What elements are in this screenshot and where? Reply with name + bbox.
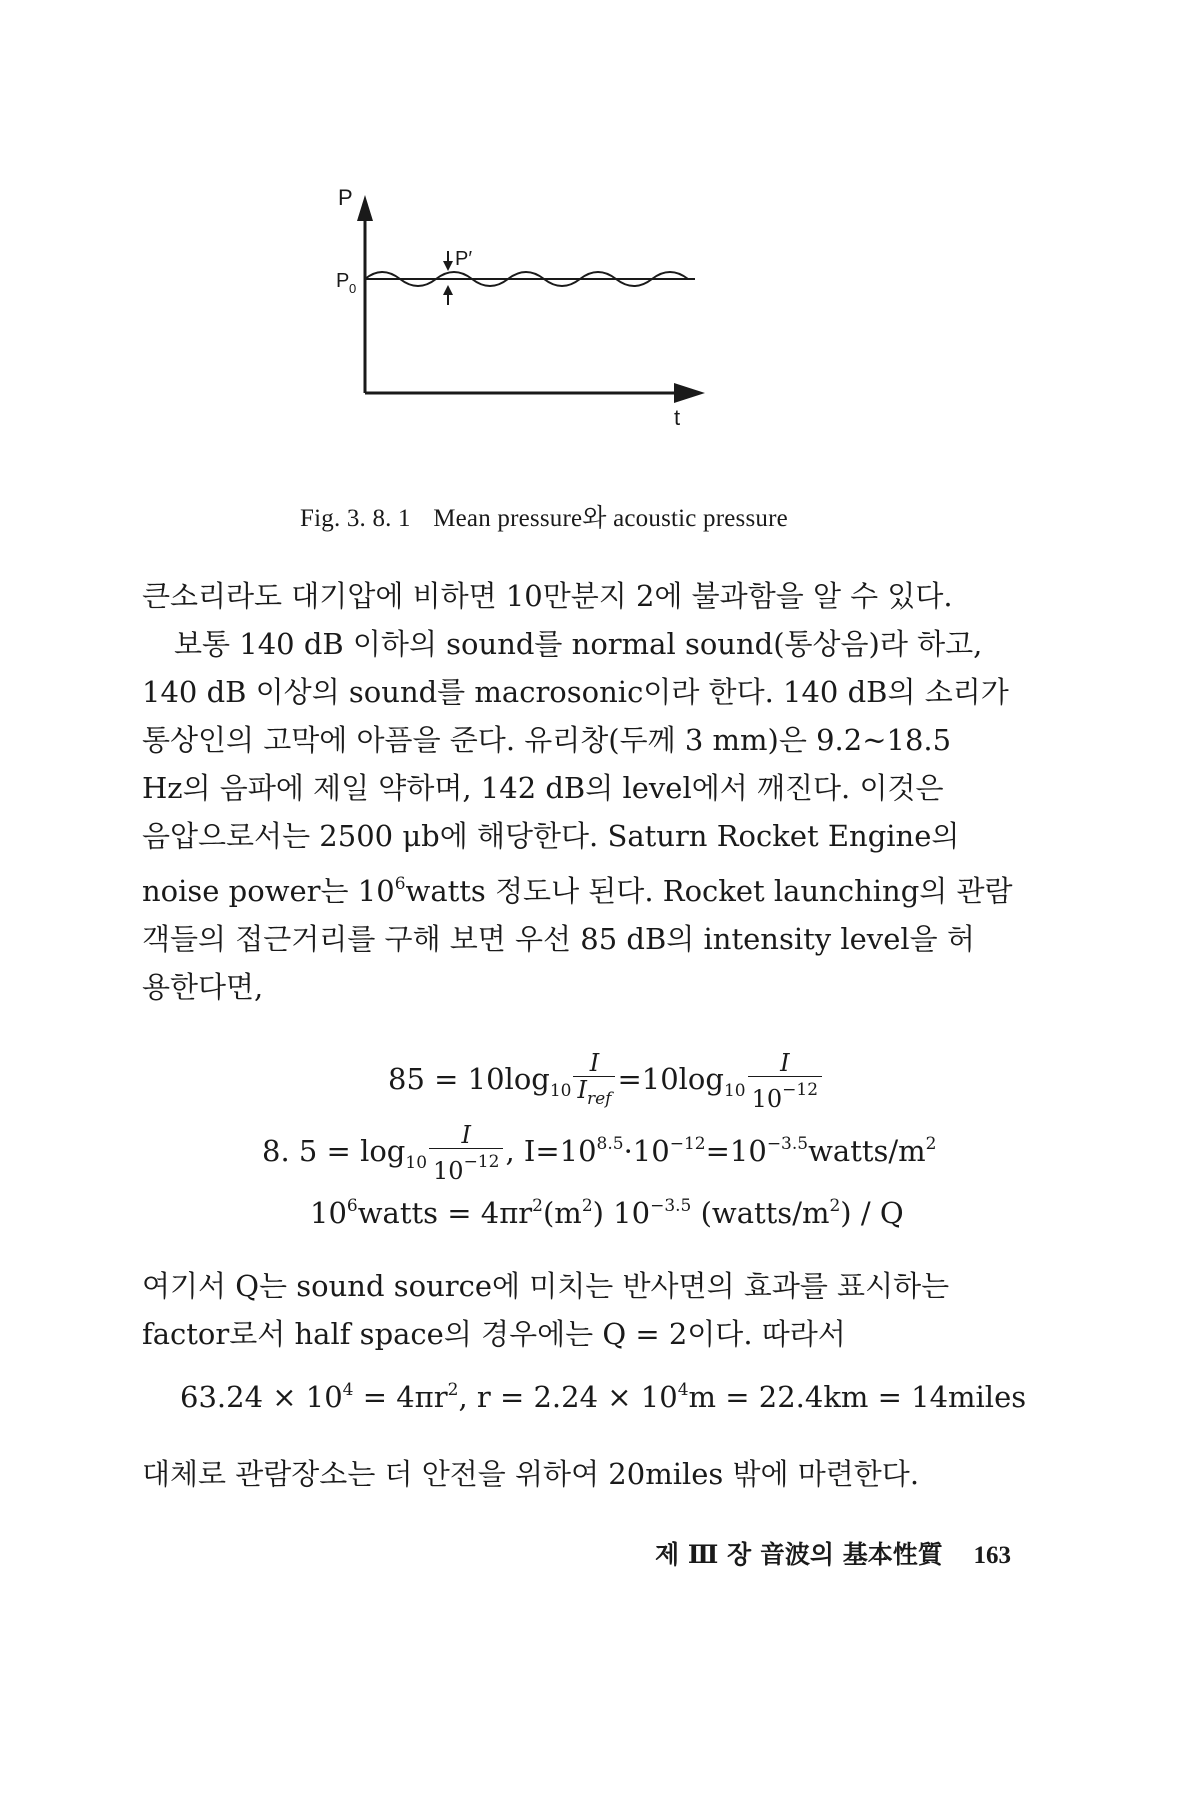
denominator: [429, 1149, 503, 1184]
text-fragment: noise power는 10: [142, 874, 395, 908]
text-line: Hz의 음파에 제일 약하며, 142 dB의 level에서 깨진다. 이것은: [142, 771, 944, 805]
text-line: 통상인의 고막에 아픔을 준다. 유리창(두께 3 mm)은 9.2~18.5: [142, 723, 952, 757]
numerator: I: [748, 1050, 822, 1077]
equation-2: [262, 1122, 937, 1184]
p-prime-label: P′: [455, 248, 473, 270]
chapter-title: 제 Ⅲ 장 音波의 基本性質: [655, 1540, 943, 1569]
numerator: I: [573, 1050, 615, 1077]
p-prime-arrowhead-bottom: [443, 285, 453, 295]
eq-sup: 2: [447, 1380, 459, 1400]
eq-subscript: 10: [723, 1080, 746, 1101]
eq-sup: 8.5: [596, 1134, 624, 1154]
text-line: 대체로 관람장소는 더 안전을 위하여 20miles 밖에 마련한다.: [142, 1457, 920, 1491]
superscript: 6: [394, 874, 406, 894]
eq-sup: 2: [532, 1196, 543, 1216]
eq-text: 8. 5 = log: [262, 1134, 406, 1168]
fraction: [748, 1050, 822, 1112]
eq-text: =10: [705, 1134, 767, 1168]
p-prime-arrowhead-top: [443, 261, 453, 271]
text-line: 음압으로서는 2500 μb에 해당한다. Saturn Rocket Engine의: [142, 819, 960, 853]
eq-sup: 4: [677, 1380, 689, 1400]
numerator: I: [429, 1122, 503, 1149]
den-sup: −12: [463, 1152, 500, 1172]
paragraph-2: [142, 1262, 1057, 1358]
eq-text: 63.24 × 10: [180, 1380, 343, 1414]
text-fragment: watts 정도나 된다. Rocket launching의 관람: [405, 874, 1013, 908]
eq-text: 10: [310, 1196, 347, 1230]
text-line: 140 dB 이상의 sound를 macrosonic이라 한다. 140 dB의 소리가: [142, 675, 1009, 709]
eq-text: , r = 2.24 × 10: [458, 1380, 678, 1414]
eq-sup: −3.5: [650, 1196, 692, 1216]
y-axis-label: P: [338, 185, 353, 210]
text-line: 용한다면,: [142, 970, 264, 1004]
eq-text: watts/m: [808, 1134, 926, 1168]
mean-label-sub: 0: [349, 281, 357, 296]
eq-sup: 2: [829, 1196, 841, 1216]
eq-text: =10log: [617, 1062, 724, 1096]
pressure-figure: [336, 185, 820, 495]
eq-text: , I=10: [505, 1134, 597, 1168]
y-axis-arrow: [357, 195, 373, 221]
eq-text: ) / Q: [840, 1196, 904, 1230]
denominator: $I_{ref}$: [577, 1076, 612, 1109]
pressure-plot: [336, 185, 820, 495]
page-number: 163: [973, 1542, 1011, 1569]
figure-number: Fig. 3. 8. 1: [300, 505, 411, 532]
eq-text: = 4πr: [353, 1380, 448, 1414]
denominator: [748, 1077, 822, 1112]
fraction: [429, 1122, 503, 1184]
eq-text: (watts/m: [691, 1196, 830, 1230]
eq-subscript: 10: [405, 1152, 428, 1173]
page-footer: [655, 1535, 1011, 1571]
equation-3: [310, 1196, 904, 1230]
text-line: 큰소리라도 대기압에 비하면 10만분지 2에 불과함을 알 수 있다.: [142, 579, 953, 613]
den-sup: −12: [782, 1080, 819, 1100]
paragraph-1: [142, 572, 1057, 1011]
eq-text: ) 10: [592, 1196, 651, 1230]
eq-text: m = 22.4km = 14miles: [688, 1380, 1027, 1414]
x-axis-arrow: [674, 383, 705, 403]
text-line: 보통 140 dB 이하의 sound를 normal sound(통상음)라 하고,: [174, 627, 983, 661]
text-line: 객들의 접근거리를 구해 보면 우선 85 dB의 intensity level을 허: [142, 922, 975, 956]
eq-text: ·10: [623, 1134, 670, 1168]
eq-sup: 6: [346, 1196, 358, 1216]
text-line: 여기서 Q는 sound source에 미치는 반사면의 효과를 표시하는: [142, 1269, 950, 1303]
eq-sup: −12: [669, 1134, 706, 1154]
den-base: 10: [751, 1085, 783, 1113]
paragraph-3: [142, 1450, 1057, 1498]
mean-label: P: [336, 270, 350, 292]
eq-sup: −3.5: [766, 1134, 809, 1154]
eq-text: watts = 4πr: [357, 1196, 533, 1230]
text-line: [142, 860, 1057, 915]
eq-sup: 2: [581, 1196, 593, 1216]
figure-caption: [300, 498, 920, 534]
text-line: factor로서 half space의 경우에는 Q = 2이다. 따라서: [142, 1317, 846, 1351]
fraction: [573, 1050, 615, 1112]
figure-caption-text: Mean pressure와 acoustic pressure: [433, 505, 788, 532]
eq-subscript: 10: [549, 1080, 572, 1101]
den-subscript: ref: [586, 1088, 612, 1109]
den-base: 10: [433, 1157, 464, 1185]
equation-1: [388, 1050, 824, 1112]
eq-sup: 4: [342, 1380, 354, 1400]
eq-sup: 2: [925, 1134, 937, 1154]
equation-4: [180, 1380, 1026, 1414]
x-axis-label: t: [674, 405, 681, 430]
eq-text: 85 = 10log: [388, 1062, 550, 1096]
eq-text: (m: [542, 1196, 582, 1230]
